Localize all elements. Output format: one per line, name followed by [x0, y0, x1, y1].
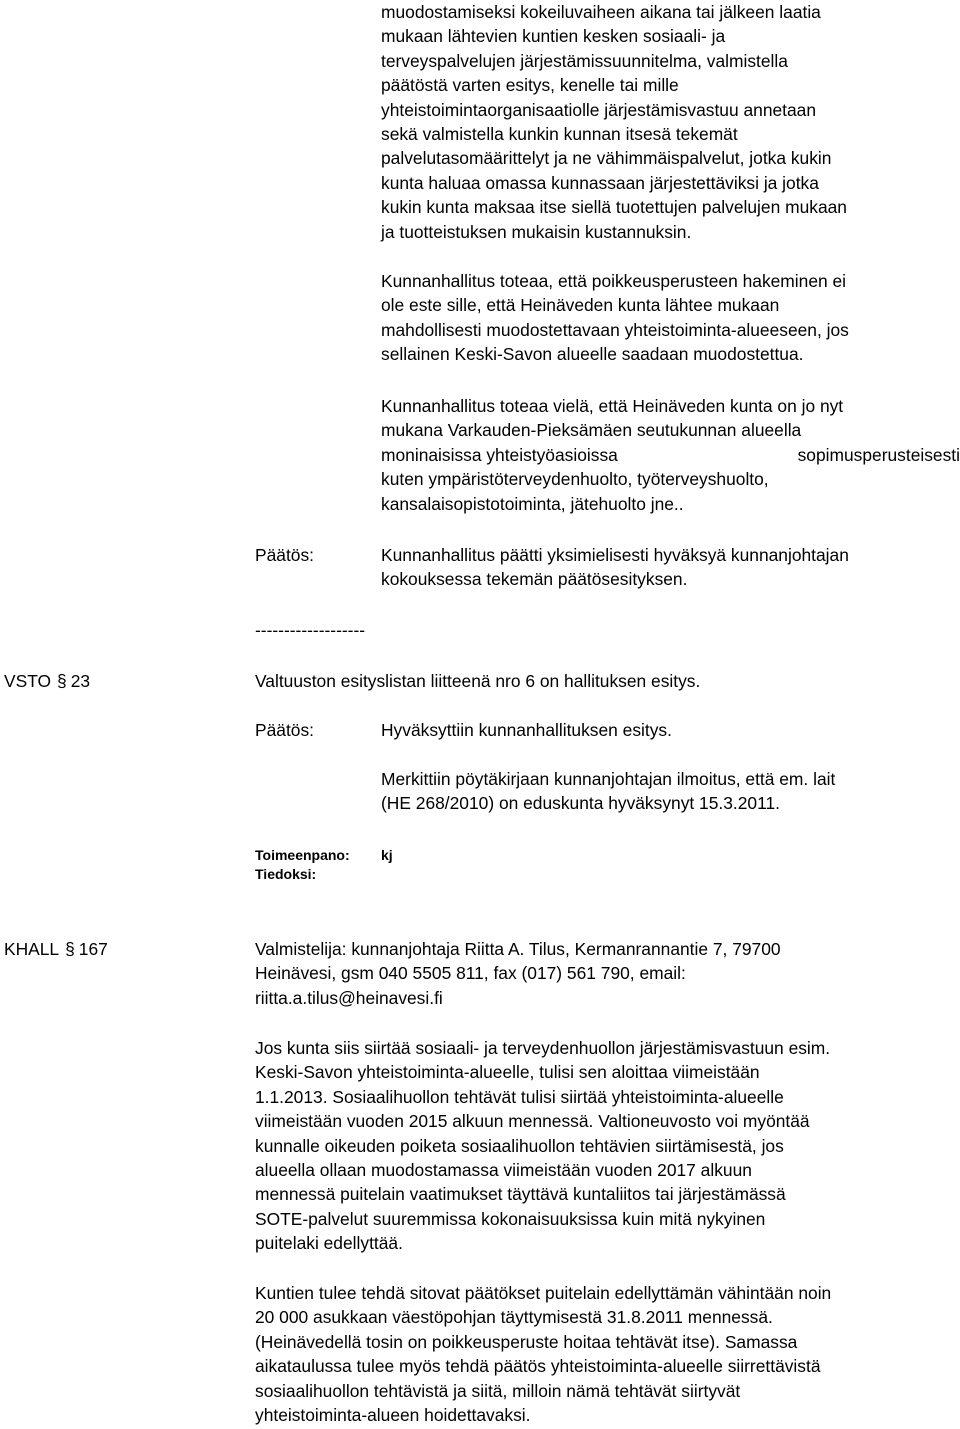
text-line: puitelaki edellyttää. [255, 1233, 403, 1254]
text-line: Kunnanhallitus päätti yksimielisesti hyväksyä kunnanjohtajan [381, 545, 849, 565]
text-line: alueella ollaan muodostamassa viimeistään vuoden 2017 alkuun [255, 1160, 752, 1181]
text-line: riitta.a.tilus@heinavesi.fi [255, 987, 443, 1008]
text-line: 1.1.2013. Sosiaalihuollon tehtävät tulisi siirtää yhteistoiminta-alueelle [255, 1086, 784, 1107]
section-divider: ------------------- [255, 620, 366, 640]
decision-label: Päätös: [255, 720, 314, 740]
text-line: kokouksessa tekemän päätösesityksen. [381, 569, 688, 590]
text-line: mahdollisesti muodostettavaan yhteistoiminta-alueeseen, jos [381, 319, 849, 340]
text-line: Kunnanhallitus toteaa, että poikkeusperusteen hakeminen ei [381, 271, 847, 291]
paragraph-exception-ground [381, 269, 960, 367]
text-line: sellainen Keski-Savon alueelle saadaan muodostettua. [381, 344, 804, 365]
text-line: yhteistoiminta-alueen hoidettavaksi. [255, 1405, 531, 1426]
section-heading-khall [4, 937, 108, 961]
text-fragment: sopimusperusteisesti [797, 444, 960, 465]
implementation-value: kj [381, 847, 393, 863]
section-org: KHALL [4, 939, 60, 959]
text-line: mukana Varkauden-Pieksämäen seutukunnan alueella [381, 420, 802, 441]
text-line: Jos kunta siis siirtää sosiaali- ja terveydenhuollon järjestämisvastuun esim. [255, 1038, 831, 1058]
text-line: SOTE-palvelut suuremmissa kokonaisuuksissa kuin mitä nykyinen [255, 1208, 766, 1229]
text-fragment: moninaisissa yhteistyöasioissa [381, 444, 618, 465]
paragraph-sign: § [57, 671, 67, 691]
text-line: muodostamiseksi kokeiluvaiheen aikana tai jälkeen laatia [381, 2, 821, 22]
decision-label: Päätös: [255, 545, 314, 565]
text-line: sosiaalihuollon tehtävistä ja siitä, milloin nämä tehtävät siirtyvät [255, 1380, 741, 1401]
text-line: (Heinävedellä tosin on poikkeusperuste hoitaa tehtävät itse). Samassa [255, 1331, 798, 1352]
paragraph-responsibility-transfer [255, 1036, 960, 1256]
text-line: Merkittiin pöytäkirjaan kunnanjohtajan ilmoitus, että em. lait [381, 769, 836, 789]
section-heading-vsto [4, 669, 90, 693]
text-line: ole este sille, että Heinäveden kunta lähtee mukaan [381, 295, 780, 316]
paragraph-regional-cooperation [381, 394, 960, 516]
text-line: 20 000 asukkaan väestöpohjan täyttymisestä 31.8.2011 mennessä. [255, 1307, 773, 1328]
text-line: päätöstä varten esitys, kenelle tai mille [381, 75, 679, 96]
paragraph-coordination-plan [381, 0, 960, 244]
text-line: (HE 268/2010) on eduskunta hyväksynyt 15.3.2011. [381, 793, 780, 814]
justified-text-line [381, 443, 960, 467]
paragraph-sign: § [65, 939, 75, 959]
paragraph-binding-decisions [255, 1281, 960, 1427]
text-line: Valmistelija: kunnanjohtaja Riitta A. Tilus, Kermanrannantie 7, 79700 [255, 939, 781, 959]
text-line: Kuntien tulee tehdä sitovat päätökset puitelain edellyttämän vähintään noin [255, 1283, 832, 1303]
text-line: palvelutasomäärittelyt ja ne vähimmäispalvelut, jotka kukin [381, 148, 832, 169]
decision-text [381, 543, 960, 592]
preparer-info [255, 937, 960, 1010]
text-line: terveyspalvelujen järjestämissuunnitelma, valmistella [381, 50, 788, 71]
decision-text: Hyväksyttiin kunnanhallituksen esitys. [381, 720, 672, 740]
text-line: Kunnanhallitus toteaa vielä, että Heinäveden kunta on jo nyt [381, 396, 844, 416]
section-number: 23 [70, 671, 91, 691]
implementation-label: Toimeenpano: [255, 847, 350, 863]
text-line: Heinävesi, gsm 040 5505 811, fax (017) 561 790, email: [255, 963, 686, 984]
section-org: VSTO [4, 671, 52, 691]
text-line: kukin kunta maksaa itse siellä tuotettujen palvelujen mukaan [381, 197, 847, 218]
text-line: kansalaisopistotoiminta, jätehuolto jne.. [381, 493, 684, 514]
text-line: sekä valmistella kunkin kunnan itsesä tekemät [381, 124, 738, 145]
text-line: viimeistään vuoden 2015 alkuun mennessä. Valtioneuvosto voi myöntää [255, 1111, 810, 1132]
info-label: Tiedoksi: [255, 866, 317, 882]
text-line: kunta haluaa omassa kunnassaan järjestettäviksi ja jotka [381, 172, 819, 193]
vsto-text: Valtuuston esityslistan liitteenä nro 6 on hallituksen esitys. [255, 671, 701, 691]
section-number: 167 [78, 939, 108, 959]
text-line: ja tuotteistuksen mukaisin kustannuksin. [381, 221, 692, 242]
text-line: Keski-Savon yhteistoiminta-alueelle, tulisi sen aloittaa viimeistään [255, 1062, 760, 1083]
implementation-labels [255, 846, 350, 884]
text-line: kuten ympäristöterveydenhuolto, työterveyshuolto, [381, 469, 769, 490]
text-line: mennessä puitelain vaatimukset täyttävä kuntaliitos tai järjestämässä [255, 1184, 786, 1205]
text-line: yhteistoimintaorganisaatiolle järjestämisvastuu annetaan [381, 99, 817, 120]
vsto-note [381, 767, 960, 816]
text-line: aikataulussa tulee myös tehdä päätös yhteistoiminta-alueelle siirrettävistä [255, 1356, 821, 1377]
text-line: kunnalle oikeuden poiketa sosiaalihuollon tehtävien siirtämisestä, jos [255, 1135, 784, 1156]
text-line: mukaan lähtevien kuntien kesken sosiaali- ja [381, 26, 726, 47]
